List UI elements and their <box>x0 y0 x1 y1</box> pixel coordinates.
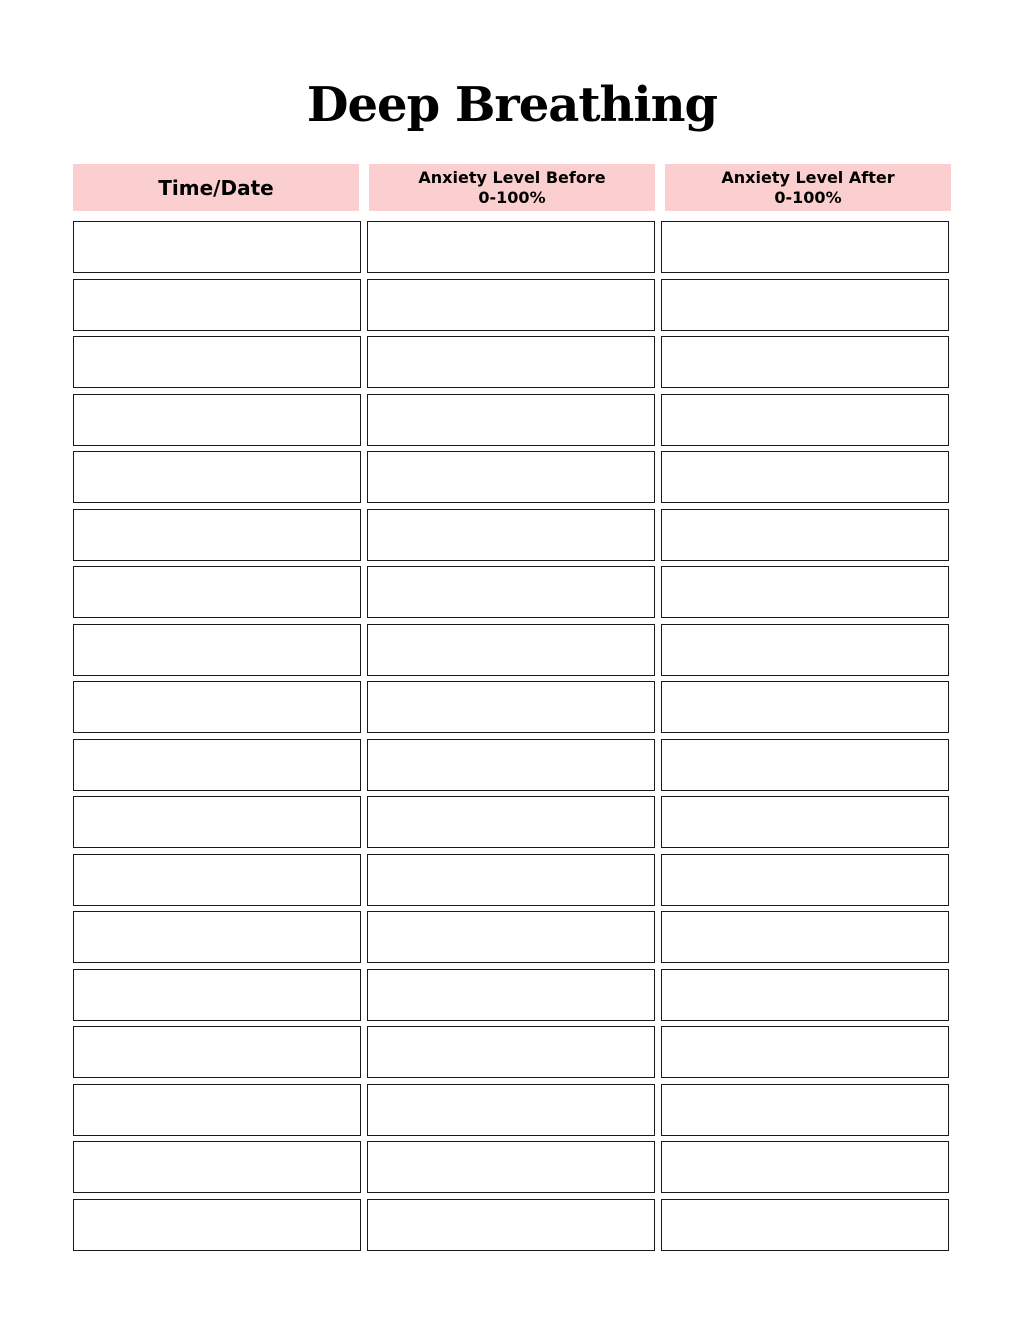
time-date-entry-box[interactable] <box>73 221 361 273</box>
anxiety-after-entry-box[interactable] <box>661 911 949 963</box>
anxiety-before-entry-box[interactable] <box>367 1026 655 1078</box>
anxiety-after-entry-box[interactable] <box>661 624 949 676</box>
table-header <box>73 164 951 211</box>
table-row <box>73 911 951 963</box>
anxiety-after-entry-box[interactable] <box>661 681 949 733</box>
time-date-entry-box[interactable] <box>73 451 361 503</box>
time-date-entry-box[interactable] <box>73 566 361 618</box>
column-header-range: 0-100% <box>478 187 546 207</box>
table-row <box>73 681 951 733</box>
anxiety-before-entry-box[interactable] <box>367 1199 655 1251</box>
table-row <box>73 624 951 676</box>
table-row <box>73 969 951 1021</box>
time-date-entry-box[interactable] <box>73 969 361 1021</box>
time-date-entry-box[interactable] <box>73 336 361 388</box>
column-header-label: Time/Date <box>158 175 274 200</box>
anxiety-after-entry-box[interactable] <box>661 1199 949 1251</box>
table-row <box>73 566 951 618</box>
anxiety-before-entry-box[interactable] <box>367 566 655 618</box>
anxiety-before-entry-box[interactable] <box>367 911 655 963</box>
table-row <box>73 221 951 273</box>
page-title: Deep Breathing <box>306 77 718 133</box>
anxiety-before-entry-box[interactable] <box>367 221 655 273</box>
table-row <box>73 854 951 906</box>
anxiety-after-entry-box[interactable] <box>661 1141 949 1193</box>
column-header-label: Anxiety Level After <box>721 167 895 187</box>
time-date-entry-box[interactable] <box>73 1141 361 1193</box>
column-header-range: 0-100% <box>774 187 842 207</box>
table-row <box>73 394 951 446</box>
table-row <box>73 739 951 791</box>
time-date-entry-box[interactable] <box>73 854 361 906</box>
entry-grid <box>73 221 951 1256</box>
time-date-entry-box[interactable] <box>73 394 361 446</box>
table-row <box>73 1141 951 1193</box>
anxiety-after-entry-box[interactable] <box>661 1026 949 1078</box>
anxiety-before-entry-box[interactable] <box>367 624 655 676</box>
anxiety-after-entry-box[interactable] <box>661 279 949 331</box>
anxiety-before-entry-box[interactable] <box>367 279 655 331</box>
table-row <box>73 451 951 503</box>
table-row <box>73 1026 951 1078</box>
anxiety-after-entry-box[interactable] <box>661 451 949 503</box>
time-date-entry-box[interactable] <box>73 796 361 848</box>
table-row <box>73 1199 951 1251</box>
anxiety-after-entry-box[interactable] <box>661 1084 949 1136</box>
anxiety-after-entry-box[interactable] <box>661 394 949 446</box>
column-header-label: Anxiety Level Before <box>418 167 606 187</box>
time-date-entry-box[interactable] <box>73 1199 361 1251</box>
anxiety-before-entry-box[interactable] <box>367 451 655 503</box>
anxiety-after-entry-box[interactable] <box>661 739 949 791</box>
table-row <box>73 1084 951 1136</box>
time-date-entry-box[interactable] <box>73 681 361 733</box>
anxiety-before-entry-box[interactable] <box>367 509 655 561</box>
anxiety-before-entry-box[interactable] <box>367 739 655 791</box>
time-date-entry-box[interactable] <box>73 1084 361 1136</box>
anxiety-before-entry-box[interactable] <box>367 336 655 388</box>
anxiety-before-entry-box[interactable] <box>367 1141 655 1193</box>
anxiety-after-entry-box[interactable] <box>661 509 949 561</box>
anxiety-after-entry-box[interactable] <box>661 969 949 1021</box>
column-header-anxiety-before <box>369 164 655 211</box>
time-date-entry-box[interactable] <box>73 1026 361 1078</box>
anxiety-before-entry-box[interactable] <box>367 681 655 733</box>
anxiety-after-entry-box[interactable] <box>661 566 949 618</box>
anxiety-before-entry-box[interactable] <box>367 796 655 848</box>
table-row <box>73 336 951 388</box>
table-row <box>73 279 951 331</box>
table-row <box>73 796 951 848</box>
anxiety-before-entry-box[interactable] <box>367 969 655 1021</box>
anxiety-after-entry-box[interactable] <box>661 221 949 273</box>
anxiety-before-entry-box[interactable] <box>367 394 655 446</box>
time-date-entry-box[interactable] <box>73 911 361 963</box>
table-row <box>73 509 951 561</box>
time-date-entry-box[interactable] <box>73 509 361 561</box>
anxiety-after-entry-box[interactable] <box>661 854 949 906</box>
time-date-entry-box[interactable] <box>73 279 361 331</box>
time-date-entry-box[interactable] <box>73 739 361 791</box>
anxiety-after-entry-box[interactable] <box>661 336 949 388</box>
anxiety-before-entry-box[interactable] <box>367 854 655 906</box>
column-header-time-date <box>73 164 359 211</box>
anxiety-after-entry-box[interactable] <box>661 796 949 848</box>
time-date-entry-box[interactable] <box>73 624 361 676</box>
anxiety-before-entry-box[interactable] <box>367 1084 655 1136</box>
column-header-anxiety-after <box>665 164 951 211</box>
